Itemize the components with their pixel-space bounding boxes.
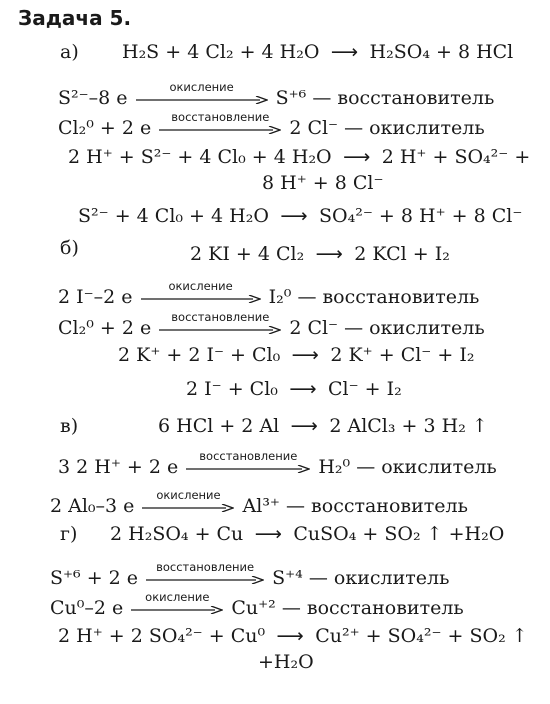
part-a-short-ionic-equation [78, 204, 522, 230]
equation-lhs: 2 H⁺ + 2 SO₄²⁻ + Cu⁰ [58, 625, 266, 647]
equation-rhs: 2 AlCl₃ + 3 H₂ ↑ [329, 415, 488, 437]
right-arrow-icon: ⟶ [290, 415, 318, 437]
halfreaction-role: — окислитель [308, 567, 450, 589]
halfreaction-role: — окислитель [344, 317, 485, 339]
long-right-arrow-icon [186, 465, 310, 473]
arrow-label: восстановление [199, 449, 298, 463]
labeled-arrow [141, 279, 261, 309]
part-g-oxidation-halfreaction [50, 590, 464, 622]
halfreaction-rhs: Al³⁺ [242, 495, 280, 517]
equation-rhs: SO₄²⁻ + 8 H⁺ + 8 Cl⁻ [319, 205, 523, 227]
equation-lhs: 6 HCl + 2 Al [158, 415, 280, 437]
labeled-arrow [142, 488, 234, 518]
part-v-reduction-halfreaction [58, 449, 497, 481]
halfreaction-rhs: 2 Cl⁻ [289, 117, 339, 139]
halfreaction-role: — восстановитель [286, 495, 468, 517]
part-v-equation [158, 414, 488, 440]
right-arrow-icon: ⟶ [343, 146, 371, 168]
halfreaction-lhs: Cu⁰–2 e [50, 597, 124, 619]
equation-lhs: 2 I⁻ + Cl₀ [186, 378, 278, 400]
right-arrow-icon: ⟶ [315, 243, 343, 265]
labeled-arrow [159, 110, 281, 140]
arrow-label: окисление [168, 279, 233, 293]
long-right-arrow-icon [159, 126, 281, 134]
part-b-ionic-equation [118, 343, 474, 369]
long-right-arrow-icon [136, 96, 268, 104]
long-right-arrow-icon [159, 326, 281, 334]
halfreaction-lhs: S⁺⁶ + 2 e [50, 567, 139, 589]
part-a-reduction-halfreaction [58, 110, 485, 142]
arrow-label: окисление [145, 590, 210, 604]
labeled-arrow [131, 590, 223, 620]
arrow-label: восстановление [171, 110, 270, 124]
halfreaction-lhs: Cl₂⁰ + 2 e [58, 317, 152, 339]
part-a-equation [122, 40, 513, 66]
halfreaction-lhs: 3 2 H⁺ + 2 e [58, 456, 179, 478]
equation-rhs: CuSO₄ + SO₂ ↑ +H₂O [293, 523, 505, 545]
right-arrow-icon: ⟶ [330, 41, 359, 63]
part-g-equation [110, 522, 504, 548]
part-g-ionic-equation [58, 624, 528, 650]
equation-rhs: Cu²⁺ + SO₄²⁻ + SO₂ ↑ [315, 625, 528, 647]
arrow-label: восстановление [171, 310, 270, 324]
equation-lhs: 2 H⁺ + S²⁻ + 4 Cl₀ + 4 H₂O [68, 146, 332, 168]
long-right-arrow-icon [131, 606, 223, 614]
part-b-label: б) [60, 237, 79, 259]
part-a-label: а) [60, 41, 79, 63]
part-b-short-ionic-equation [186, 377, 402, 403]
part-b-equation [190, 242, 450, 268]
halfreaction-rhs: Cu⁺² [231, 597, 276, 619]
arrow-label: окисление [156, 488, 221, 502]
part-a-ionic-equation-continued: 8 H⁺ + 8 Cl⁻ [262, 172, 384, 194]
equation-rhs: 2 K⁺ + Cl⁻ + I₂ [330, 344, 475, 366]
halfreaction-rhs: I₂⁰ [268, 286, 292, 308]
labeled-arrow [159, 310, 281, 340]
part-a-oxidation-halfreaction [58, 80, 495, 112]
labeled-arrow [136, 80, 268, 110]
equation-rhs: Cl⁻ + I₂ [328, 378, 402, 400]
halfreaction-role: — окислитель [356, 456, 497, 478]
part-g-ionic-equation-continued: +H₂O [258, 651, 314, 673]
arrow-label: восстановление [156, 560, 255, 574]
halfreaction-lhs: 2 Al₀–3 e [50, 495, 135, 517]
halfreaction-rhs: S⁺⁶ [275, 87, 307, 109]
labeled-arrow [146, 560, 264, 590]
halfreaction-lhs: S²⁻–8 e [58, 87, 128, 109]
equation-rhs: 2 H⁺ + SO₄²⁻ + [381, 146, 531, 168]
part-a-ionic-equation [68, 145, 530, 171]
equation-lhs: H₂S + 4 Cl₂ + 4 H₂O [122, 41, 320, 63]
right-arrow-icon: ⟶ [276, 625, 304, 647]
halfreaction-lhs: Cl₂⁰ + 2 e [58, 117, 152, 139]
equation-rhs: H₂SO₄ + 8 HCl [369, 41, 514, 63]
equation-lhs: S²⁻ + 4 Cl₀ + 4 H₂O [78, 205, 269, 227]
part-v-oxidation-halfreaction [50, 488, 468, 520]
halfreaction-role: — восстановитель [312, 87, 495, 109]
labeled-arrow [186, 449, 310, 479]
right-arrow-icon: ⟶ [254, 523, 282, 545]
part-g-label: г) [60, 523, 78, 545]
right-arrow-icon: ⟶ [289, 378, 317, 400]
halfreaction-role: — восстановитель [281, 597, 464, 619]
halfreaction-rhs: S⁺⁴ [272, 567, 303, 589]
right-arrow-icon: ⟶ [291, 344, 319, 366]
long-right-arrow-icon [146, 576, 264, 584]
task-title: Задача 5. [18, 6, 132, 30]
equation-lhs: 2 H₂SO₄ + Cu [110, 523, 244, 545]
equation-lhs: 2 K⁺ + 2 I⁻ + Cl₀ [118, 344, 281, 366]
long-right-arrow-icon [142, 504, 234, 512]
halfreaction-lhs: 2 I⁻–2 e [58, 286, 133, 308]
halfreaction-role: — восстановитель [297, 286, 480, 308]
part-g-reduction-halfreaction [50, 560, 450, 592]
part-b-reduction-halfreaction [58, 310, 485, 342]
halfreaction-rhs: H₂⁰ [318, 456, 351, 478]
equation-lhs: 2 KI + 4 Cl₂ [190, 243, 305, 265]
halfreaction-rhs: 2 Cl⁻ [289, 317, 339, 339]
long-right-arrow-icon [141, 295, 261, 303]
part-v-label: в) [60, 415, 79, 437]
arrow-label: окисление [169, 80, 234, 94]
halfreaction-role: — окислитель [344, 117, 485, 139]
part-b-oxidation-halfreaction [58, 279, 480, 311]
right-arrow-icon: ⟶ [280, 205, 308, 227]
equation-rhs: 2 KCl + I₂ [354, 243, 450, 265]
